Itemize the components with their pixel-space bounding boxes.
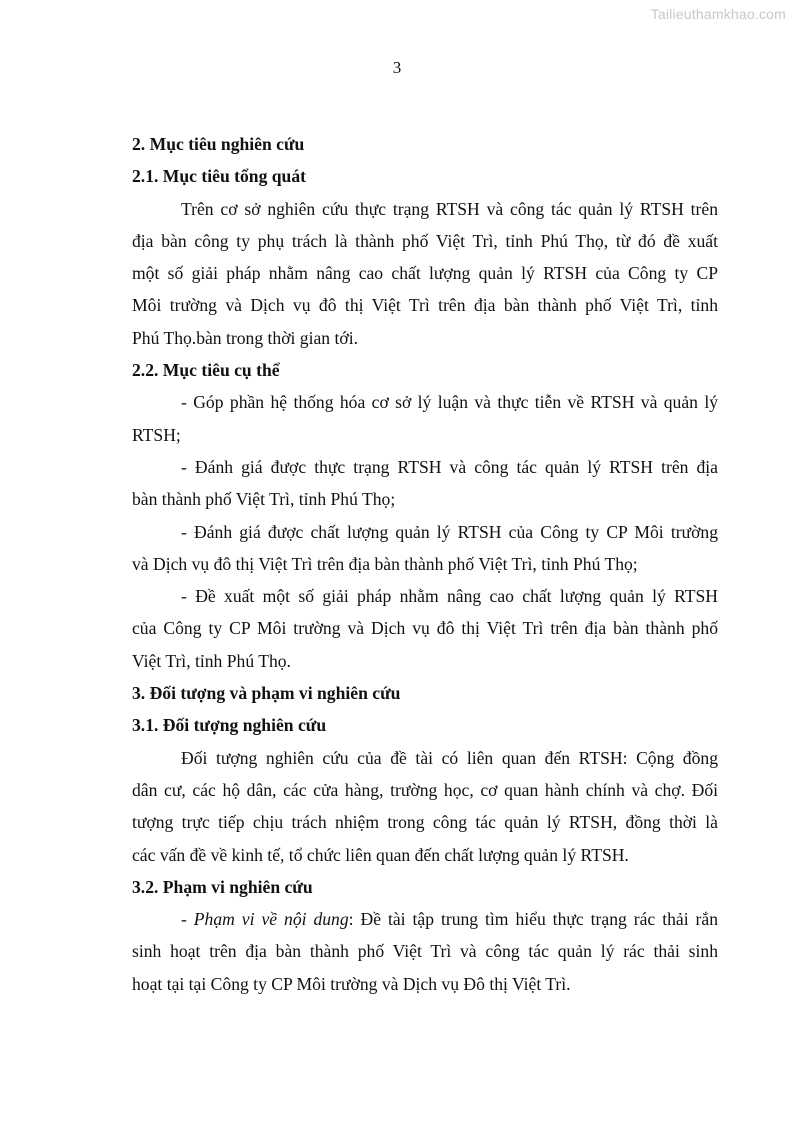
text-line: Trên cơ sở nghiên cứu thực trạng RTSH và công tác quản lý RTSH trên (181, 198, 718, 219)
section-3-2-paragraph (132, 903, 718, 1000)
section-2-heading: 2. Mục tiêu nghiên cứu (132, 134, 305, 154)
section-3-2-heading: 3.2. Phạm vi nghiên cứu (132, 876, 313, 897)
section-3-1-heading: 3.1. Đối tượng nghiên cứu (132, 715, 327, 736)
objective-item (132, 386, 718, 451)
text-line: địa bàn công ty phụ trách là thành phố Việt Trì, tỉnh Phú Thọ, từ đó đề xuất (132, 230, 718, 251)
text-line (132, 903, 718, 935)
text-line: và Dịch vụ đô thị Việt Trì trên địa bàn thành phố Việt Trì, tỉnh Phú Thọ; (132, 553, 638, 574)
section-2-2-heading: 2.2. Mục tiêu cụ thể (132, 360, 280, 381)
text-line: dân cư, các hộ dân, các cửa hàng, trường học, cơ quan hành chính và chợ. Đối (132, 779, 718, 800)
text-line: tượng trực tiếp chịu trách nhiệm trong công tác quản lý RTSH, đồng thời là (132, 812, 718, 833)
text-line: một số giải pháp nhằm nâng cao chất lượng quản lý RTSH của Công ty CP (132, 263, 718, 284)
objective-item (132, 451, 718, 516)
section-3-heading: 3. Đối tượng và phạm vi nghiên cứu (132, 683, 401, 704)
text-line: bàn thành phố Việt Trì, tỉnh Phú Thọ; (132, 489, 396, 510)
text-line: Đối tượng nghiên cứu của đề tài có liên quan đến RTSH: Cộng đồng (181, 747, 718, 768)
section-3-1-paragraph (132, 742, 718, 871)
text-line: - Đánh giá được thực trạng RTSH và công tác quản lý RTSH trên địa (181, 456, 718, 477)
text-line: Việt Trì, tỉnh Phú Thọ. (132, 650, 291, 671)
text-line: - Góp phần hệ thống hóa cơ sở lý luận và thực tiễn về RTSH và quản lý (181, 392, 718, 413)
objective-item (132, 580, 718, 677)
scope-lead-text: : Đề tài tập trung tìm hiểu thực trạng rác thải rắn (348, 909, 718, 930)
page-number: 3 (392, 58, 402, 77)
scope-label-italic: - Phạm vi về nội dung (181, 909, 349, 930)
text-line: các vấn đề về kinh tế, tổ chức liên quan đến chất lượng quản lý RTSH. (132, 844, 629, 865)
text-line: - Đánh giá được chất lượng quản lý RTSH của Công ty CP Môi trường (181, 521, 718, 542)
text-line: RTSH; (132, 424, 181, 445)
watermark: Tailieuthamkhao.com (650, 6, 786, 22)
objective-item (132, 516, 718, 581)
text-line: hoạt tại tại Công ty CP Môi trường và Dịch vụ Đô thị Việt Trì. (132, 973, 571, 994)
section-2-1-paragraph (132, 193, 718, 354)
text-line: Môi trường và Dịch vụ đô thị Việt Trì trên địa bàn thành phố Việt Trì, tỉnh (132, 295, 718, 316)
text-line: - Đề xuất một số giải pháp nhằm nâng cao chất lượng quản lý RTSH (181, 586, 718, 607)
text-line: Phú Thọ.bàn trong thời gian tới. (132, 327, 358, 348)
text-line: sinh hoạt trên địa bàn thành phố Việt Trì và công tác quản lý rác thải sinh (132, 941, 718, 962)
text-line: của Công ty CP Môi trường và Dịch vụ đô thị Việt Trì trên địa bàn thành phố (132, 618, 718, 639)
section-2-1-heading: 2.1. Mục tiêu tổng quát (132, 166, 306, 187)
document-body (132, 128, 718, 1000)
